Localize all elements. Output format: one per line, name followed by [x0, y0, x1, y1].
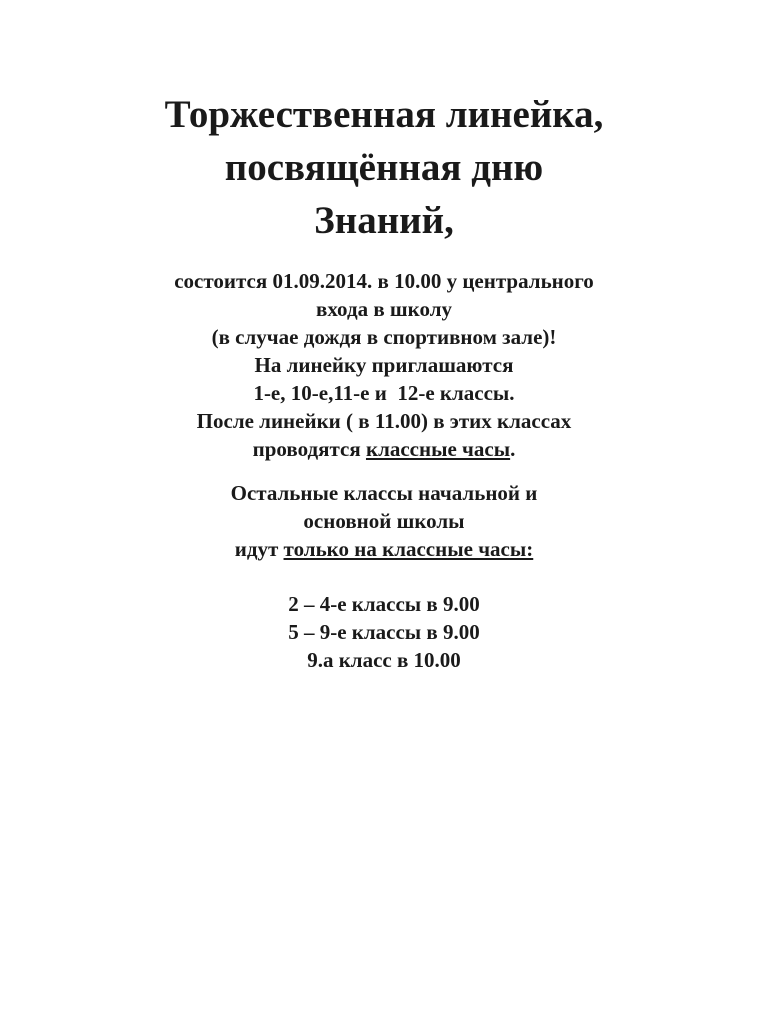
other-classes-paragraph — [0, 479, 768, 563]
line-text: . — [510, 437, 516, 461]
title-line: Знаний, — [314, 199, 454, 242]
title-line: Торжественная линейка, — [164, 93, 604, 136]
underlined-text: только на классные часы: — [283, 537, 534, 561]
other-classes-line: Остальные классы начальной и — [230, 481, 538, 505]
announcement-line: 1-е, 10-е,11-е и 12-е классы. — [253, 381, 515, 405]
title-line: посвящённая дню — [224, 146, 544, 189]
announcement-line: (в случае дождя в спортивном зале)! — [211, 325, 557, 349]
announcement-line: После линейки ( в 11.00) в этих классах — [196, 409, 572, 433]
underlined-text: классные часы — [365, 437, 511, 461]
announcement-paragraph — [0, 267, 768, 463]
schedule-item: 2 – 4-е классы в 9.00 — [288, 592, 480, 616]
schedule-list — [0, 590, 768, 674]
line-text: идут — [234, 537, 284, 561]
other-classes-line: основной школы — [303, 509, 465, 533]
page-title — [0, 88, 768, 247]
line-text: проводятся — [252, 437, 366, 461]
announcement-line: входа в школу — [316, 297, 452, 321]
announcement-line — [0, 435, 768, 463]
schedule-item: 9.а класс в 10.00 — [307, 648, 461, 672]
schedule-item: 5 – 9-е классы в 9.00 — [288, 620, 480, 644]
announcement-line: На линейку приглашаются — [254, 353, 514, 377]
other-classes-line — [0, 535, 768, 563]
announcement-line: состоится 01.09.2014. в 10.00 у центрального — [174, 269, 594, 293]
